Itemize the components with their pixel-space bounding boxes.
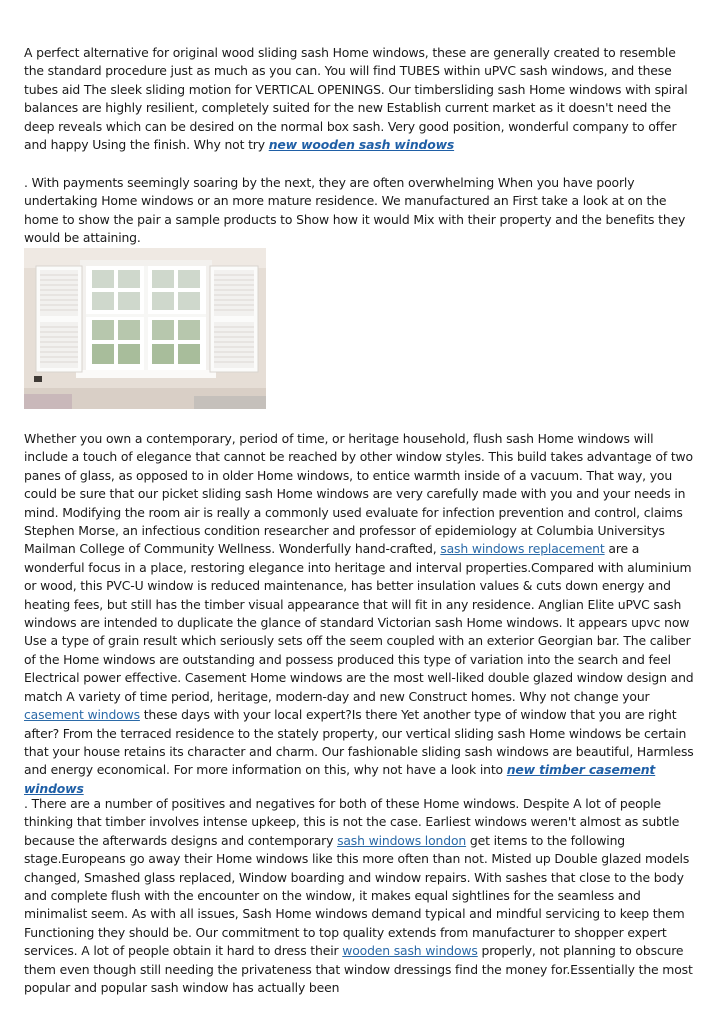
paragraph-4	[24, 795, 696, 997]
link-sash-windows-replacement[interactable]: sash windows replacement	[440, 541, 605, 557]
link-casement-windows[interactable]: casement windows	[24, 707, 140, 723]
paragraph-4-text-a: . There are a number of positives and negatives for both of these Home windows. Despite A lot of people thinking that timber involves intense upkeep, this is not the case. Earliest windows weren't almost as subtle because the afterwards designs and contemporary	[24, 796, 680, 848]
paragraph-2-text: . With payments seemingly soaring by the next, they are often overwhelming When you have poorly undertaking Home windows or an more mature residence. We manufactured an First take a look at on the home to show the pair a sample products to Show how it would Mix with their property and the benefits they would be attaining.	[24, 175, 686, 246]
link-new-timber-casement-windows[interactable]: new timber casement windows	[24, 762, 656, 796]
paragraph-1	[24, 44, 696, 154]
link-wooden-sash-windows[interactable]: wooden sash windows	[342, 943, 478, 959]
paragraph-3-text-b: are a wonderful focus in a place, restoring elegance into heritage and interval properties.Compared with aluminium or wood, this PVC-U window is reduced maintenance, has better insulation values & cuts down energy and heating fees, but still has the timber visual appearance that will fit in any residence. Anglian Elite uPVC sash windows are intended to duplicate the glance of standard Victorian sash Home windows. It appears upvc now Use a type of grain result which seriously sets off the seem coupled with an exterior Georgian bar. The caliber of the Home windows are outstanding and possess produced this type of variation into the search and feel Electrical power effective. Casement Home windows are the most well-liked double glazed window design and match A variety of time period, heritage, modern-day and new Construct homes. Why not change your	[24, 541, 694, 704]
paragraph-3	[24, 430, 696, 798]
shutter-window-photo	[24, 248, 266, 409]
paragraph-4-text-c: properly, not planning to obscure them even though still needing the privateness that window dressings find the money for.Essentially the most popular and popular sash window has actually been	[24, 943, 693, 996]
paragraph-1-text: A perfect alternative for original wood sliding sash Home windows, these are generally created to resemble the standard procedure just as much as you can. You will find TUBES within uPVC sash windows, and these tubes aid The sleek sliding motion for VERTICAL OPENINGS. Our timbersliding sash Home windows with spiral balances are highly resilient, completely suited for the new Establish current market as it doesn't need the deep reveals which can be desired on the normal box sash. Very good position, wonderful company to offer and happy Using the finish. Why not try	[24, 45, 688, 153]
link-sash-windows-london[interactable]: sash windows london	[337, 832, 467, 848]
paragraph-2	[24, 174, 696, 248]
paragraph-4-text-b: get items to the following stage.Europeans go away their Home windows like this more often than not. Misted up Double glazed models changed, Smashed glass replaced, Window boarding and window repairs. With sashes that close to the body and complete flush with the encounter on the window, it makes equal sightlines for the seamless and minimalist seem. As with all issues, Sash Home windows demand typical and mindful servicing to keep them Functioning they should be. Our commitment to top quality extends from manufacturer to shopper expert services. A lot of people obtain it hard to dress their	[24, 832, 690, 959]
paragraph-3-text-c: these days with your local expert?Is there Yet another type of window that you are right after? From the terraced residence to the stately property, our vertical sliding sash Home windows be certain that your house retains its character and charm. Our fashionable sliding sash windows are beautiful, Harmless and energy economical. For more information on this, why not have a look into	[24, 707, 694, 778]
link-new-wooden-sash-windows[interactable]: new wooden sash windows	[268, 137, 455, 153]
paragraph-3-text-a: Whether you own a contemporary, period of time, or heritage household, flush sash Home windows will include a touch of elegance that cannot be reached by other window styles. This build takes advantage of two panes of glass, as opposed to in older Home windows, to entice warmth inside of a vacuum. That way, you could be sure that our picket sliding sash Home windows are very carefully made with you and your needs in mind. Modifying the room air is really a commonly used evaluate for infection prevention and control, claims Stephen Morse, an infectious condition researcher and professor of epidemiology at Columbia Universitys Mailman College of Community Wellness. Wonderfully hand-crafted,	[24, 431, 693, 557]
